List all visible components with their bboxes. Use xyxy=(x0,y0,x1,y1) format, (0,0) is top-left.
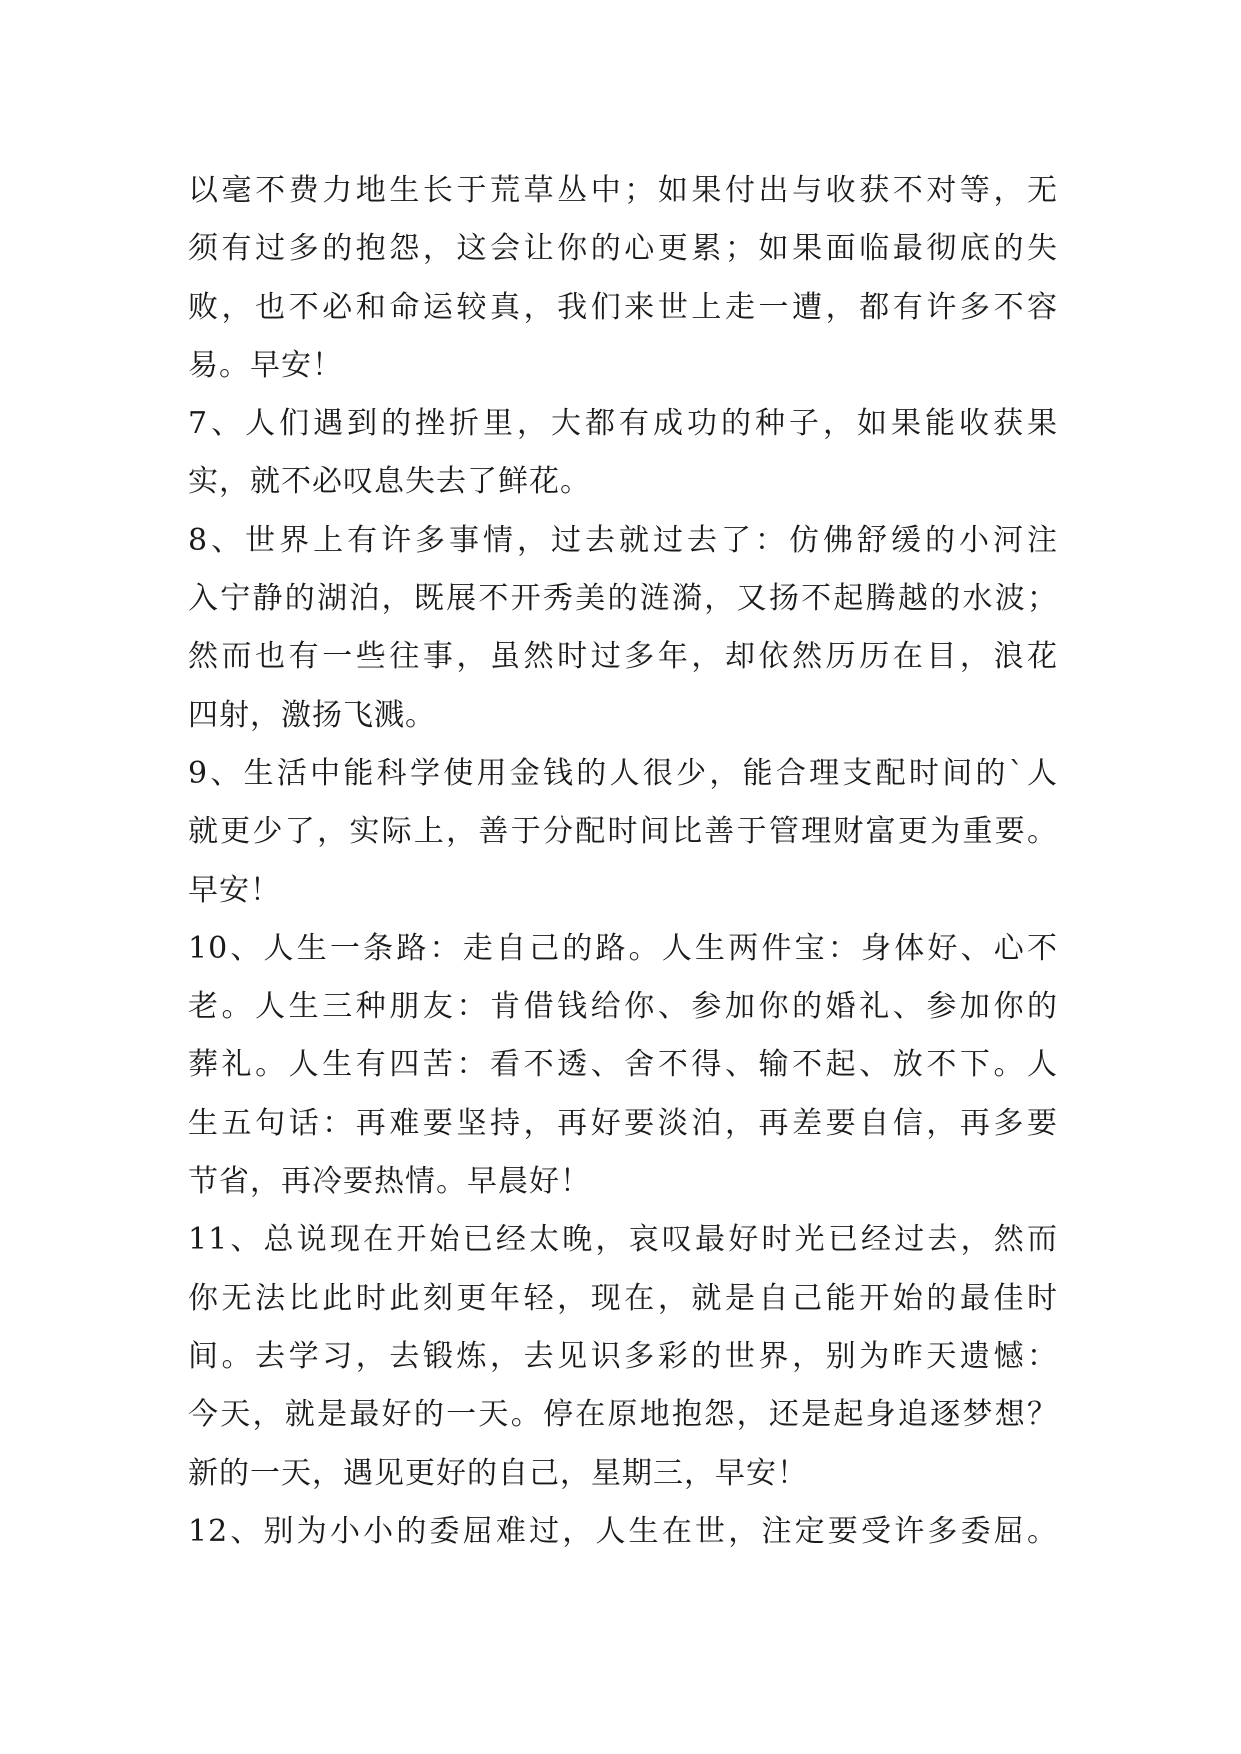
text-line: 9、生活中能科学使用金钱的人很少，能合理支配时间的`人 xyxy=(188,755,1058,791)
text-line: 8、世界上有许多事情，过去就过去了：仿佛舒缓的小河注 xyxy=(188,522,1058,558)
text-line: 新的一天，遇见更好的自己，星期三，早安！ xyxy=(188,1455,808,1491)
text-line: 节省，再冷要热情。早晨好！ xyxy=(188,1164,591,1200)
text-line: 间。去学习，去锻炼，去见识多彩的世界，别为昨天遗憾： xyxy=(188,1338,1058,1374)
text-line: 四射，激扬飞溅。 xyxy=(188,697,436,733)
text-line: 你无法比此时此刻更年轻，现在，就是自己能开始的最佳时 xyxy=(188,1280,1058,1316)
text-line: 实，就不必叹息失去了鲜花。 xyxy=(188,464,591,500)
text-line: 然而也有一些往事，虽然时过多年，却依然历历在目，浪花 xyxy=(188,639,1058,675)
text-line: 就更少了，实际上，善于分配时间比善于管理财富更为重要。 xyxy=(188,814,1058,850)
text-line: 入宁静的湖泊，既展不开秀美的涟漪，又扬不起腾越的水波； xyxy=(188,581,1058,617)
text-line: 老。人生三种朋友：肯借钱给你、参加你的婚礼、参加你的 xyxy=(188,989,1058,1025)
text-line: 易。早安！ xyxy=(188,347,343,383)
text-line: 10、人生一条路：走自己的路。人生两件宝：身体好、心不 xyxy=(188,930,1058,966)
text-line: 今天，就是最好的一天。停在原地抱怨，还是起身追逐梦想？ xyxy=(188,1397,1058,1433)
text-line: 败，也不必和命运较真，我们来世上走一遭，都有许多不容 xyxy=(188,289,1058,325)
body-text xyxy=(188,162,1058,1561)
text-line: 以毫不费力地生长于荒草丛中；如果付出与收获不对等，无 xyxy=(188,173,1058,208)
text-line: 7、人们遇到的挫折里，大都有成功的种子，如果能收获果 xyxy=(188,406,1058,442)
text-line: 11、总说现在开始已经太晚，哀叹最好时光已经过去，然而 xyxy=(188,1222,1058,1258)
text-line: 早安！ xyxy=(188,872,281,908)
text-line: 须有过多的抱怨，这会让你的心更累；如果面临最彻底的失 xyxy=(188,231,1058,267)
text-line: 生五句话：再难要坚持，再好要淡泊，再差要自信，再多要 xyxy=(188,1105,1058,1141)
text-line: 12、别为小小的委屈难过，人生在世，注定要受许多委屈。 xyxy=(188,1513,1058,1549)
text-line: 葬礼。人生有四苦：看不透、舍不得、输不起、放不下。人 xyxy=(188,1047,1058,1083)
